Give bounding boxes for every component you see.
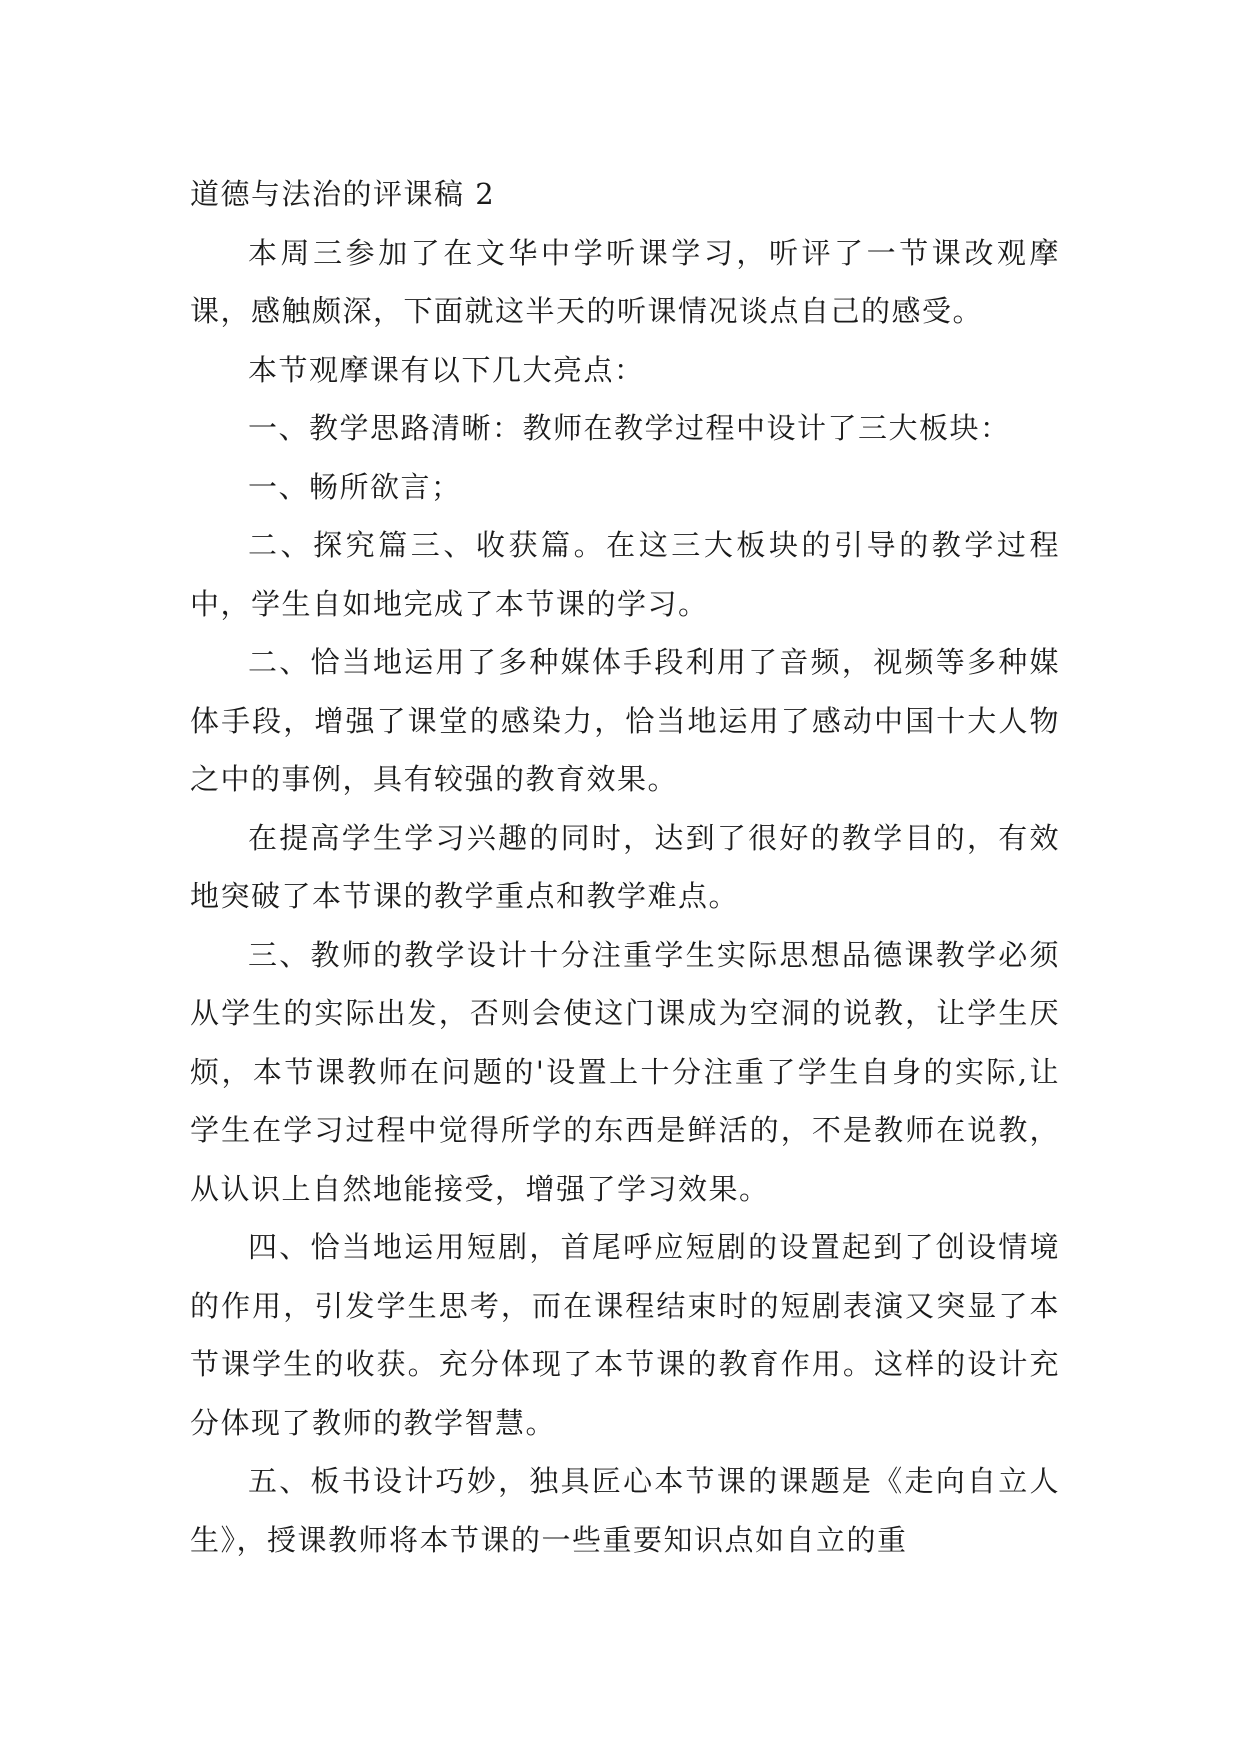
paragraph-1: 本周三参加了在文华中学听课学习，听评了一节课改观摩课，感触颇深，下面就这半天的听课情况谈点自己的感受。 — [190, 235, 1060, 328]
paragraph-9: 四、恰当地运用短剧，首尾呼应短剧的设置起到了创设情境的作用，引发学生思考，而在课程结束时的短剧表演又突显了本节课学生的收获。充分体现了本节课的教育作用。这样的设计充分体现了教师的教学智慧。 — [190, 1230, 1060, 1440]
paragraph-3: 一、教学思路清晰：教师在教学过程中设计了三大板块： — [248, 411, 1011, 445]
document-body — [190, 165, 1060, 1569]
paragraph-4: 一、畅所欲言； — [248, 469, 462, 504]
paragraph-5: 二、探究篇三、收获篇。在这三大板块的引导的教学过程中，学生自如地完成了本节课的学习。 — [190, 528, 1060, 621]
paragraph-8: 三、教师的教学设计十分注重学生实际思想品德课教学必须从学生的实际出发，否则会使这门课成为空洞的说教，让学生厌烦，本节课教师在问题的'设置上十分注重了学生自身的实际,让学生在学习过程中觉得所学的东西是鲜活的，不是教师在说教，从认识上自然地能接受，增强了学习效果。 — [190, 937, 1060, 1206]
document-title: 道德与法治的评课稿 2 — [190, 177, 496, 211]
paragraph-6: 二、恰当地运用了多种媒体手段利用了音频，视频等多种媒体手段，增强了课堂的感染力，恰当地运用了感动中国十大人物之中的事例，具有较强的教育效果。 — [190, 645, 1060, 796]
paragraph-2: 本节观摩课有以下几大亮点： — [248, 352, 645, 387]
paragraph-10: 五、板书设计巧妙，独具匠心本节课的课题是《走向自立人生》，授课教师将本节课的一些重要知识点如自立的重 — [190, 1464, 1060, 1557]
paragraph-7: 在提高学生学习兴趣的同时，达到了很好的教学目的，有效地突破了本节课的教学重点和教学难点。 — [190, 820, 1060, 913]
